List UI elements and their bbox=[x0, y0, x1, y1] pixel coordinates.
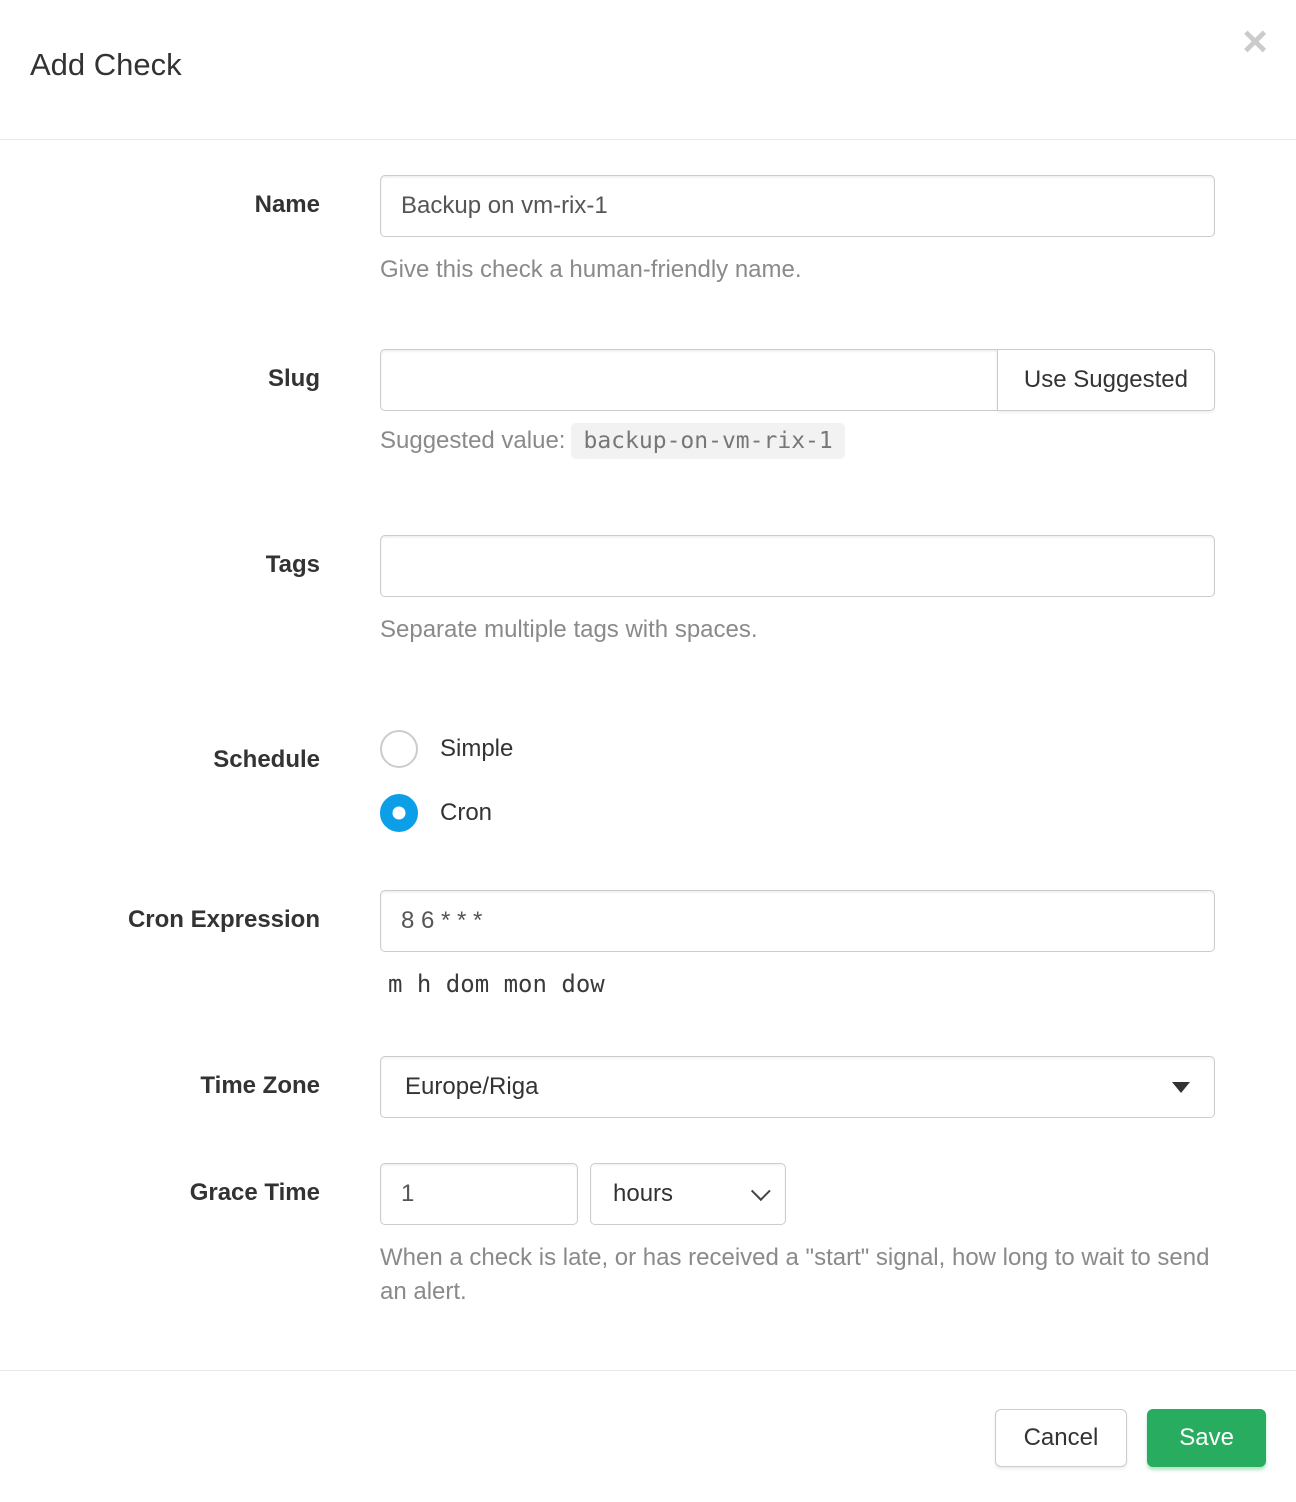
cron-expression-field-row bbox=[0, 890, 1296, 998]
radio-cron-label: Cron bbox=[440, 799, 493, 827]
modal-body bbox=[0, 140, 1296, 1370]
page-title: Add Check bbox=[30, 47, 182, 82]
radio-cron-icon[interactable] bbox=[380, 794, 418, 832]
grace-time-label: Grace Time bbox=[189, 1179, 320, 1207]
cron-format-help: m h dom mon dow bbox=[388, 970, 605, 999]
grace-time-unit-select[interactable] bbox=[590, 1163, 786, 1225]
schedule-field-row bbox=[0, 730, 1296, 832]
time-zone-label: Time Zone bbox=[200, 1072, 320, 1100]
cron-expression-label: Cron Expression bbox=[127, 906, 320, 934]
modal-header bbox=[0, 0, 1296, 140]
cron-expression-input[interactable] bbox=[380, 890, 1215, 952]
grace-time-field-row bbox=[0, 1163, 1296, 1308]
time-zone-field-row bbox=[0, 1056, 1296, 1118]
tags-label: Tags bbox=[265, 550, 320, 578]
tags-field-row bbox=[0, 535, 1296, 647]
name-input[interactable] bbox=[380, 175, 1215, 237]
schedule-label: Schedule bbox=[213, 746, 320, 774]
time-zone-select[interactable] bbox=[380, 1056, 1215, 1118]
grace-time-input[interactable] bbox=[380, 1163, 578, 1225]
tags-input[interactable] bbox=[380, 535, 1215, 597]
tags-help-text: Separate multiple tags with spaces. bbox=[380, 615, 758, 643]
schedule-option-cron[interactable] bbox=[380, 794, 1215, 832]
modal-footer bbox=[0, 1370, 1296, 1502]
chevron-down-icon bbox=[751, 1181, 771, 1201]
close-icon[interactable]: × bbox=[1242, 17, 1268, 66]
name-label: Name bbox=[254, 191, 320, 218]
slug-field-row bbox=[0, 349, 1296, 479]
slug-label: Slug bbox=[268, 364, 320, 392]
slug-input[interactable] bbox=[380, 349, 998, 411]
use-suggested-button[interactable]: Use Suggested bbox=[997, 349, 1215, 411]
cancel-button[interactable]: Cancel bbox=[995, 1409, 1128, 1467]
save-button[interactable]: Save bbox=[1147, 1409, 1266, 1467]
radio-simple-label: Simple bbox=[440, 735, 514, 763]
name-help-text: Give this check a human-friendly name. bbox=[380, 256, 802, 283]
slug-suggested-value: backup-on-vm-rix-1 bbox=[571, 423, 844, 459]
grace-time-help-text: When a check is late, or has received a "start" signal, how long to wait to send an alert. bbox=[380, 1244, 1210, 1305]
radio-simple-icon[interactable] bbox=[380, 730, 418, 768]
slug-help-prefix: Suggested value: bbox=[380, 426, 566, 454]
name-field-row bbox=[0, 175, 1296, 287]
time-zone-value: Europe/Riga bbox=[405, 1073, 539, 1101]
schedule-option-simple[interactable] bbox=[380, 730, 1215, 768]
slug-suggested-line bbox=[380, 427, 1215, 455]
grace-time-unit-value: hours bbox=[613, 1180, 674, 1208]
caret-down-icon bbox=[1172, 1082, 1190, 1093]
